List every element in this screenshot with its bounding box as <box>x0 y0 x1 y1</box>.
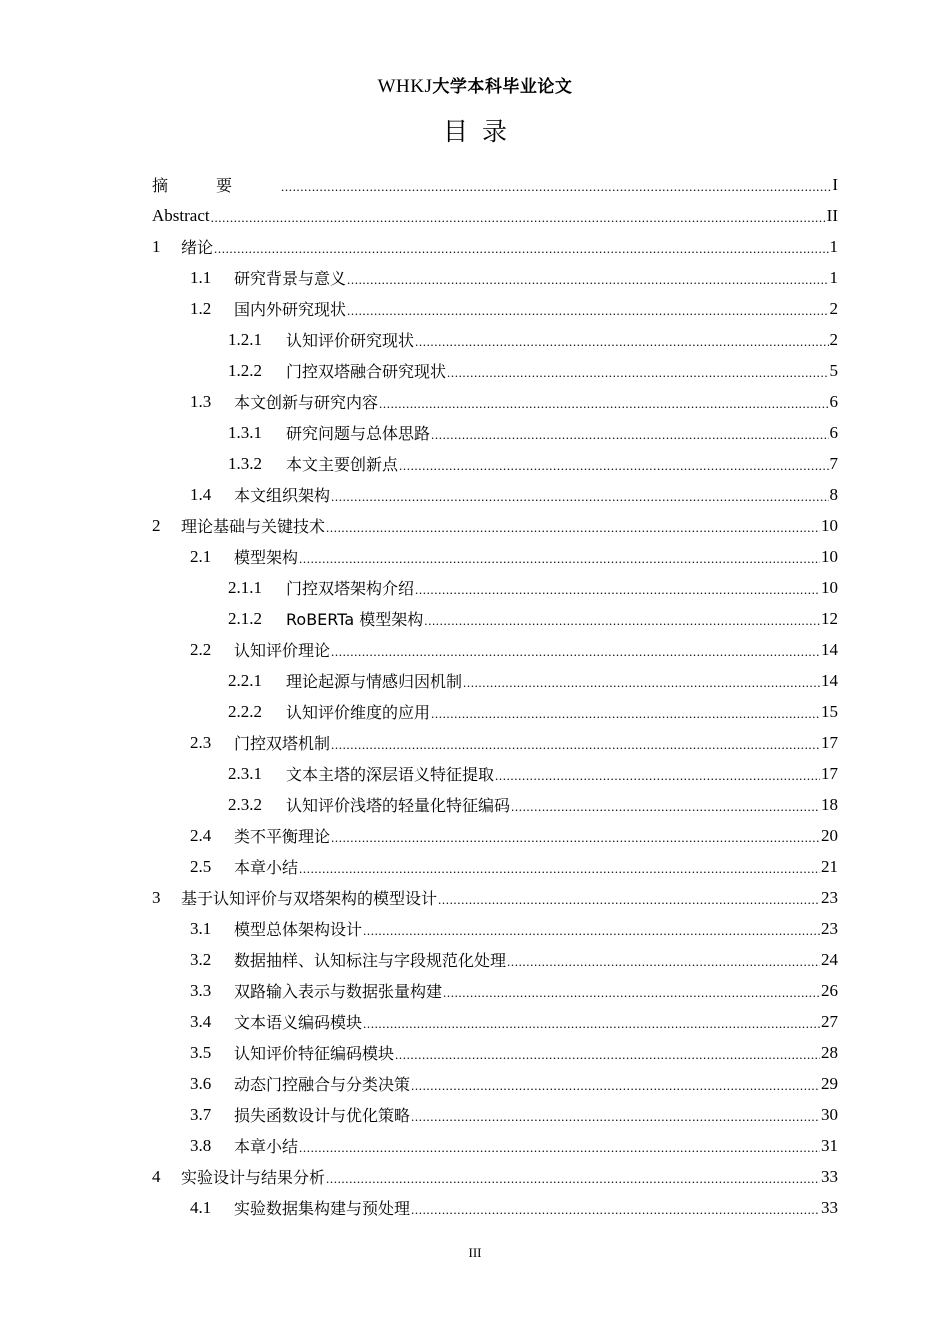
toc-entry-page: 7 <box>829 453 838 473</box>
toc-entry-title: 认知评价研究现状 <box>286 331 415 350</box>
toc-entry-page: 24 <box>821 949 838 969</box>
toc-dot-leader <box>447 365 828 381</box>
toc-entry[interactable] <box>152 293 838 324</box>
toc-entry[interactable] <box>152 1006 838 1037</box>
toc-dot-leader <box>507 954 820 970</box>
toc-entry[interactable] <box>152 262 838 293</box>
toc-entry-title: 本文组织架构 <box>234 486 331 505</box>
toc-entry-title: 研究问题与总体思路 <box>286 424 431 443</box>
toc-dot-leader <box>347 303 828 319</box>
toc-entry-page: 14 <box>821 670 838 690</box>
toc-dot-leader <box>415 582 820 598</box>
toc-entry-title: 认知评价维度的应用 <box>286 703 431 722</box>
toc-entry-page: 33 <box>821 1166 838 1186</box>
toc-entry-page: 10 <box>821 515 838 535</box>
toc-entry[interactable] <box>152 789 838 820</box>
toc-entry-number: 1.4 <box>190 484 212 504</box>
toc-dot-leader <box>326 1171 820 1187</box>
toc-entry-title: 模型总体架构设计 <box>234 920 363 939</box>
toc-entry-title: 文本语义编码模块 <box>234 1013 363 1032</box>
toc-entry[interactable] <box>152 355 838 386</box>
toc-dot-leader <box>347 272 828 288</box>
toc-entry-number: 1.1 <box>190 267 212 287</box>
page-header <box>0 72 950 98</box>
toc-entry-title: 本文主要创新点 <box>286 455 399 474</box>
toc-entry-title: 研究背景与意义 <box>234 269 347 288</box>
toc-entry-page: 20 <box>821 825 838 845</box>
toc-entry-page: 31 <box>821 1135 838 1155</box>
toc-entry-number: 1.3.2 <box>228 453 262 473</box>
toc-entry-number: 3.5 <box>190 1042 212 1062</box>
toc-entry[interactable] <box>152 603 838 634</box>
toc-entry-title: 摘要 <box>152 176 281 195</box>
toc-entry-page: 30 <box>821 1104 838 1124</box>
toc-entry-page: 5 <box>829 360 838 380</box>
toc-entry-title: 认知评价理论 <box>234 641 331 660</box>
toc-entry-number: 1.2 <box>190 298 212 318</box>
toc-entry[interactable] <box>152 944 838 975</box>
toc-entry-number: 2.2.1 <box>228 670 262 690</box>
toc-entry-title: 文本主塔的深层语义特征提取 <box>286 765 495 784</box>
toc-dot-leader <box>299 861 820 877</box>
toc-entry[interactable] <box>152 448 838 479</box>
toc-dot-leader <box>399 458 828 474</box>
toc-dot-leader <box>299 551 820 567</box>
toc-entry-page: 28 <box>821 1042 838 1062</box>
toc-entry-page: 33 <box>821 1197 838 1217</box>
toc-entry-number: 3.8 <box>190 1135 212 1155</box>
toc-entry[interactable] <box>152 510 838 541</box>
toc-entry-title: 数据抽样、认知标注与字段规范化处理 <box>234 951 507 970</box>
toc-entry-number: 2.5 <box>190 856 212 876</box>
toc-entry-number: 2.1.1 <box>228 577 262 597</box>
toc-dot-leader <box>326 520 820 536</box>
toc-entry-number: 3.1 <box>190 918 212 938</box>
toc-entry[interactable] <box>152 634 838 665</box>
page-number: III <box>468 1245 482 1260</box>
toc-entry[interactable] <box>152 851 838 882</box>
toc-dot-leader <box>331 489 828 505</box>
toc-entry-title: 实验数据集构建与预处理 <box>234 1199 411 1218</box>
toc-entry-number: 3.4 <box>190 1011 212 1031</box>
toc-entry-title: 类不平衡理论 <box>234 827 331 846</box>
toc-entry-number: 2.3.2 <box>228 794 262 814</box>
toc-entry-number: 1.2.2 <box>228 360 262 380</box>
toc-dot-leader <box>411 1078 820 1094</box>
toc-entry-number: 2 <box>152 515 161 535</box>
toc-entry-number: 3.2 <box>190 949 212 969</box>
toc-entry-number: 2.4 <box>190 825 212 845</box>
toc-dot-leader <box>299 1140 820 1156</box>
toc-dot-leader <box>511 799 820 815</box>
toc-entry-page: 12 <box>821 608 838 628</box>
toc-entry-page: 23 <box>821 887 838 907</box>
toc-entry-number: 2.2 <box>190 639 212 659</box>
toc-entry[interactable] <box>152 1130 838 1161</box>
toc-entry-number: 3 <box>152 887 161 907</box>
toc-entry-number: 1.3 <box>190 391 212 411</box>
header-school-code: WHKJ <box>377 76 433 97</box>
toc-entry-page: 6 <box>829 391 838 411</box>
toc-dot-leader <box>395 1047 820 1063</box>
toc-entry-title: 本文创新与研究内容 <box>234 393 379 412</box>
toc-entry[interactable] <box>152 975 838 1006</box>
toc-entry-page: 6 <box>829 422 838 442</box>
toc-entry-page: 18 <box>821 794 838 814</box>
toc-dot-leader <box>495 768 820 784</box>
toc-entry[interactable] <box>152 665 838 696</box>
toc-entry-title: 门控双塔架构介绍 <box>286 579 415 598</box>
toc-entry-title: 理论基础与关键技术 <box>181 517 326 536</box>
toc-entry-number: 1.3.1 <box>228 422 262 442</box>
toc-dot-leader <box>331 644 820 660</box>
toc-entry-page: 23 <box>821 918 838 938</box>
toc-dot-leader <box>424 613 820 629</box>
toc-dot-leader <box>379 396 828 412</box>
toc-entry-page: 1 <box>829 267 838 287</box>
toc-entry-title: 模型架构 <box>234 548 299 567</box>
toc-dot-leader <box>363 923 820 939</box>
toc-dot-leader <box>331 737 820 753</box>
toc-entry[interactable] <box>152 882 838 913</box>
toc-entry[interactable] <box>152 1099 838 1130</box>
toc-entry-number: 1 <box>152 236 161 256</box>
toc-entry-number: 2.2.2 <box>228 701 262 721</box>
toc-entry[interactable] <box>152 1161 838 1192</box>
toc-entry-title: 认知评价浅塔的轻量化特征编码 <box>286 796 511 815</box>
toc-dot-leader <box>438 892 820 908</box>
toc-entry[interactable] <box>152 1192 838 1223</box>
toc-dot-leader <box>211 210 826 226</box>
toc-entry-page: 29 <box>821 1073 838 1093</box>
toc-entry-title: 国内外研究现状 <box>234 300 347 319</box>
toc-entry-page: 26 <box>821 980 838 1000</box>
toc-entry-number: 4 <box>152 1166 161 1186</box>
toc-entry-page: 15 <box>821 701 838 721</box>
toc-dot-leader <box>331 830 820 846</box>
toc-entry-title: 门控双塔机制 <box>234 734 331 753</box>
toc-dot-leader <box>281 179 831 195</box>
toc-entry-title: 理论起源与情感归因机制 <box>286 672 463 691</box>
toc-dot-leader <box>214 241 828 257</box>
toc-entry[interactable] <box>152 1037 838 1068</box>
toc-entry-title: 双路输入表示与数据张量构建 <box>234 982 443 1001</box>
header-school-title: 大学本科毕业论文 <box>432 77 573 97</box>
toc-entry-number: 1.2.1 <box>228 329 262 349</box>
toc-title: 目录 <box>442 117 521 146</box>
toc-entry-title: 损失函数设计与优化策略 <box>234 1106 411 1125</box>
toc-entry-page: 17 <box>821 732 838 752</box>
toc-dot-leader <box>363 1016 820 1032</box>
toc-entry-title: 认知评价特征编码模块 <box>234 1044 395 1063</box>
toc-entry-page: 17 <box>821 763 838 783</box>
toc-entry-page: 14 <box>821 639 838 659</box>
toc-entry[interactable] <box>152 417 838 448</box>
toc-entry-title: Abstract <box>152 205 210 225</box>
toc-dot-leader <box>431 706 820 722</box>
table-of-contents <box>152 169 838 1223</box>
toc-entry-title: 本章小结 <box>234 1137 299 1156</box>
toc-entry-page: 27 <box>821 1011 838 1031</box>
toc-entry[interactable] <box>152 572 838 603</box>
toc-entry[interactable] <box>152 541 838 572</box>
toc-entry-number: 3.6 <box>190 1073 212 1093</box>
toc-entry[interactable] <box>152 1068 838 1099</box>
toc-dot-leader <box>411 1109 820 1125</box>
toc-entry[interactable] <box>152 169 838 200</box>
toc-entry-page: 2 <box>829 329 838 349</box>
toc-entry[interactable] <box>152 324 838 355</box>
toc-entry-title: 本章小结 <box>234 858 299 877</box>
toc-entry-title: 实验设计与结果分析 <box>181 1168 326 1187</box>
toc-entry-title: RoBERTa 模型架构 <box>286 610 424 629</box>
toc-entry[interactable] <box>152 913 838 944</box>
toc-entry[interactable] <box>152 727 838 758</box>
toc-entry-page: 2 <box>829 298 838 318</box>
toc-entry-number: 3.7 <box>190 1104 212 1124</box>
toc-entry[interactable] <box>152 758 838 789</box>
toc-dot-leader <box>431 427 828 443</box>
toc-entry-number: 2.1 <box>190 546 212 566</box>
toc-entry-title: 基于认知评价与双塔架构的模型设计 <box>181 889 438 908</box>
toc-dot-leader <box>411 1202 820 1218</box>
toc-entry[interactable] <box>152 696 838 727</box>
toc-entry[interactable] <box>152 479 838 510</box>
toc-entry-page: II <box>826 205 838 225</box>
toc-dot-leader <box>443 985 820 1001</box>
toc-dot-leader <box>463 675 820 691</box>
toc-entry[interactable] <box>152 200 838 231</box>
toc-entry-page: 10 <box>821 546 838 566</box>
toc-entry-page: 1 <box>829 236 838 256</box>
toc-entry-page: 21 <box>821 856 838 876</box>
toc-entry-number: 2.1.2 <box>228 608 262 628</box>
toc-entry-number: 4.1 <box>190 1197 212 1217</box>
toc-entry-page: 10 <box>821 577 838 597</box>
toc-entry-title: 门控双塔融合研究现状 <box>286 362 447 381</box>
toc-entry-page: I <box>832 174 838 194</box>
toc-entry[interactable] <box>152 820 838 851</box>
toc-entry[interactable] <box>152 231 838 262</box>
toc-entry-number: 2.3.1 <box>228 763 262 783</box>
toc-entry-page: 8 <box>829 484 838 504</box>
toc-dot-leader <box>415 334 828 350</box>
toc-entry-number: 3.3 <box>190 980 212 1000</box>
toc-entry[interactable] <box>152 386 838 417</box>
toc-entry-title: 绪论 <box>181 238 214 257</box>
toc-entry-title: 动态门控融合与分类决策 <box>234 1075 411 1094</box>
toc-entry-number: 2.3 <box>190 732 212 752</box>
